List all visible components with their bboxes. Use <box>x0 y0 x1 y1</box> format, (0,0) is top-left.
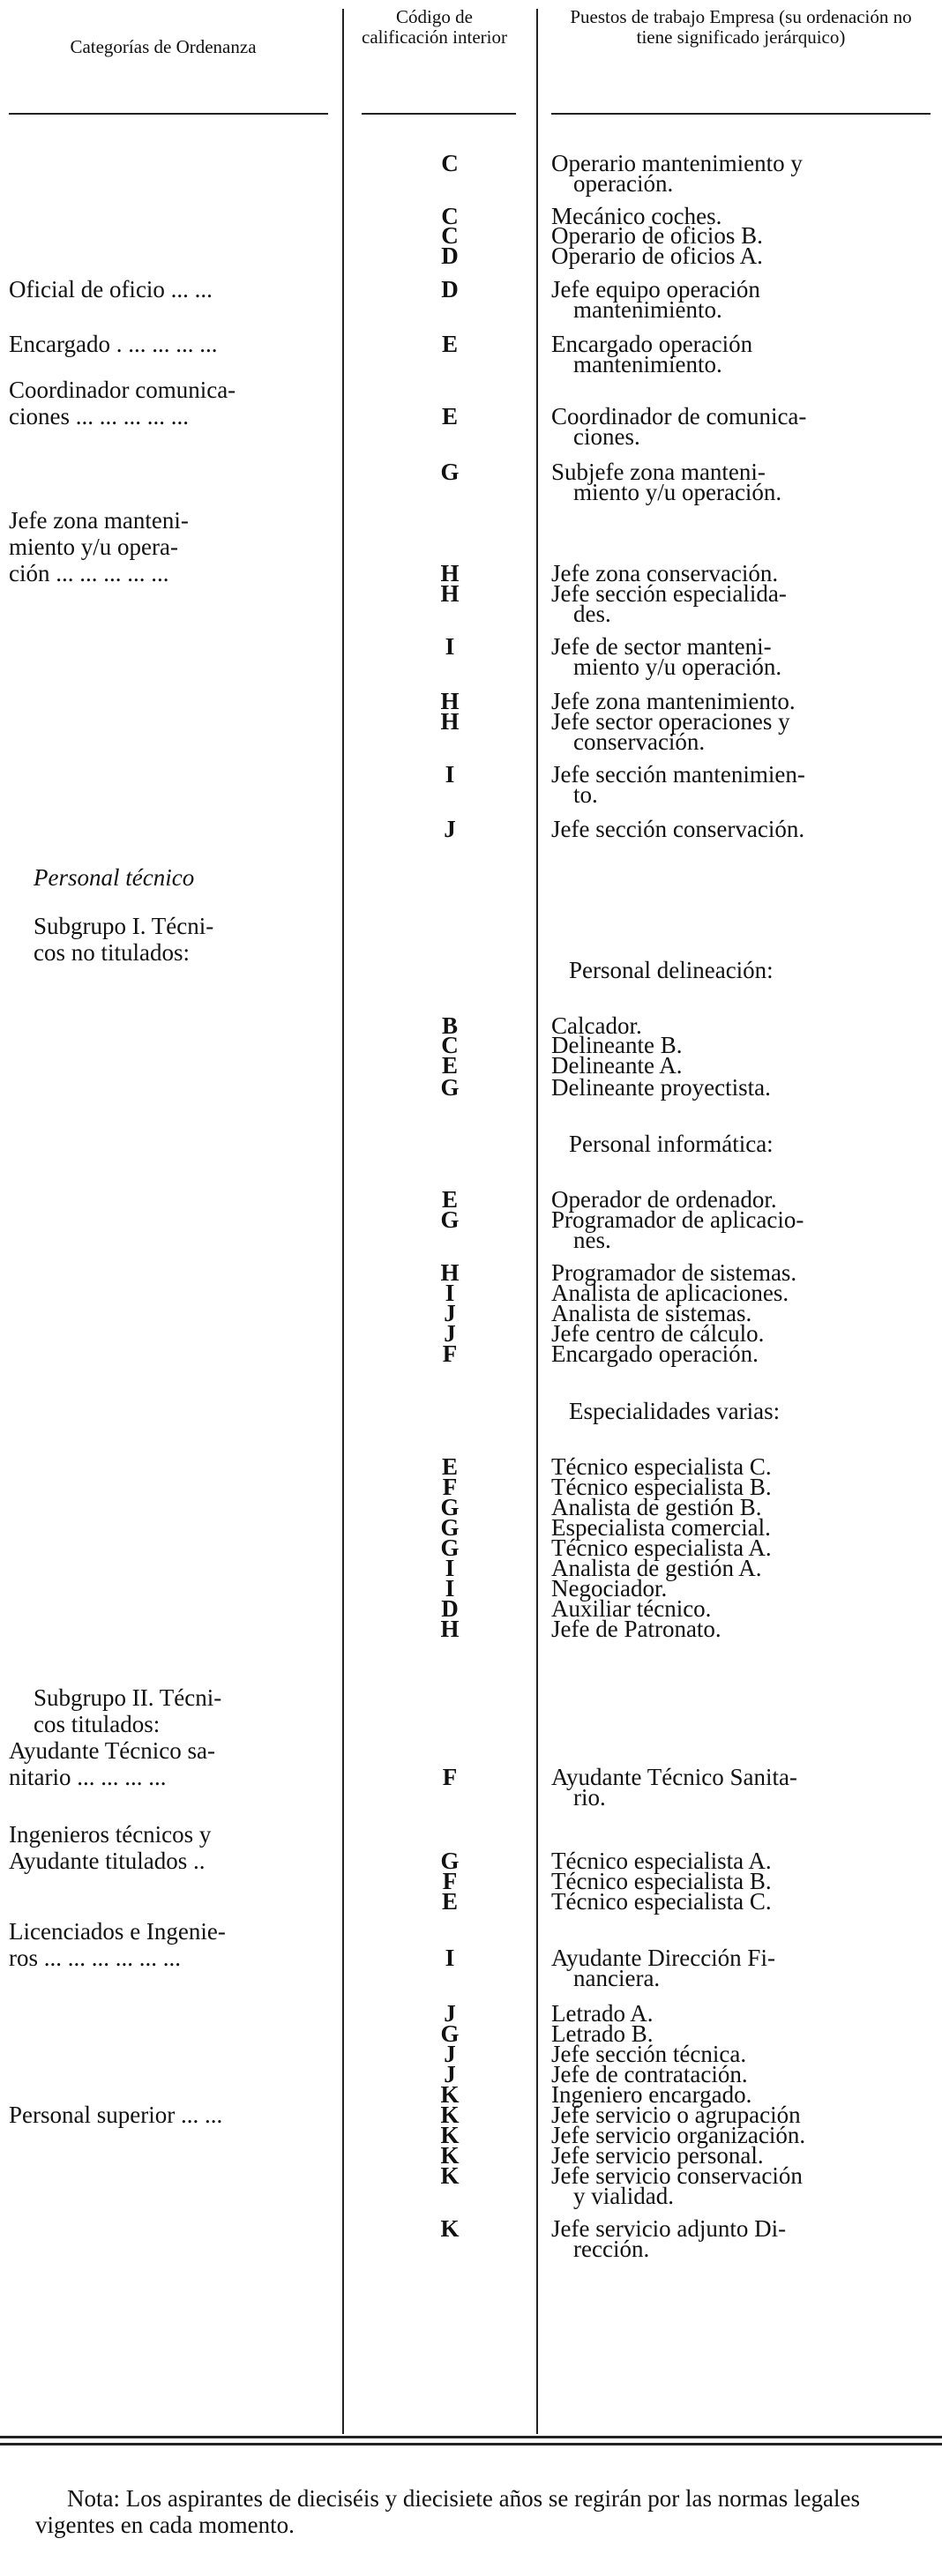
subsection-heading: Personal delineación: <box>569 957 774 983</box>
job-title: Ingeniero encargado. <box>551 2081 752 2108</box>
code-cell: E <box>441 403 458 429</box>
column-header-puestos: Puestos de trabajo Empresa (su ordenación no tiene significado jerárquico) <box>570 6 912 48</box>
job-title: Operario de oficios A. <box>551 243 763 269</box>
category-label: Ayudante Técnico sa- <box>9 1737 215 1764</box>
category-label: Oficial de oficio ... ... <box>9 276 213 302</box>
code-cell: G <box>440 1074 460 1101</box>
job-title: Ayudante Técnico Sanita- <box>551 1764 797 1790</box>
job-title-cont: rección. <box>573 2236 650 2262</box>
job-title: Técnico especialista B. <box>551 1868 772 1894</box>
job-title: Jefe sección especialida- <box>551 580 787 607</box>
code-cell: K <box>440 2081 460 2108</box>
job-title-cont: to. <box>573 781 598 808</box>
code-cell: F <box>442 1474 458 1500</box>
job-title: Operario de oficios B. <box>551 222 763 249</box>
job-title-cont: nes. <box>573 1227 611 1253</box>
column-divider-left <box>342 9 344 2434</box>
job-title: Técnico especialista C. <box>551 1888 772 1915</box>
section-heading: Subgrupo I. Técni- <box>34 913 214 939</box>
job-title: Coordinador de comunica- <box>551 403 807 429</box>
code-cell: F <box>442 1340 458 1367</box>
column-header-codigo: Código de calificación interior <box>362 6 507 48</box>
section-heading: Personal técnico <box>34 864 195 891</box>
job-title: Técnico especialista A. <box>551 1534 772 1561</box>
code-cell: J <box>444 816 456 842</box>
job-title: Ayudante Dirección Fi- <box>551 1945 775 1971</box>
job-title-cont: conservación. <box>573 728 706 755</box>
code-cell: D <box>441 243 459 269</box>
job-title: Encargado operación. <box>551 1340 759 1367</box>
job-title: Operador de ordenador. <box>551 1186 777 1213</box>
job-title: Jefe sección conservación. <box>551 816 805 842</box>
category-label: Encargado . ... ... ... ... <box>9 331 218 357</box>
code-cell: H <box>440 580 460 607</box>
job-title: Jefe servicio personal. <box>551 2142 764 2169</box>
code-cell: K <box>440 2162 460 2189</box>
code-cell: C <box>441 203 459 229</box>
job-title: Jefe zona mantenimiento. <box>551 688 796 714</box>
job-title-cont: ciones. <box>573 423 640 450</box>
job-title: Delineante B. <box>551 1032 683 1058</box>
code-cell: D <box>441 1595 459 1622</box>
job-title: Subjefe zona manteni- <box>551 459 766 485</box>
code-cell: J <box>444 1320 456 1347</box>
header-underline-col3 <box>551 113 931 115</box>
job-title: Delineante proyectista. <box>551 1074 771 1101</box>
job-title: Jefe de sector manteni- <box>551 633 772 660</box>
job-title-cont: operación. <box>573 170 674 197</box>
job-title: Jefe sección mantenimien- <box>551 761 805 788</box>
job-title: Letrado A. <box>551 2000 654 2027</box>
category-label-cont: ciones ... ... ... ... ... <box>9 403 189 429</box>
job-title-cont: mantenimiento. <box>573 351 722 377</box>
code-cell: G <box>440 1494 460 1520</box>
category-label: Licenciados e Ingenie- <box>9 1918 226 1945</box>
job-title: Mecánico coches. <box>551 203 722 229</box>
footnote: Nota: Los aspirantes de dieciséis y diecisiete años se regirán por las normas legales vigentes en cada momento. <box>35 2485 860 2538</box>
column-divider-right <box>536 9 538 2434</box>
code-cell: G <box>440 1848 460 1874</box>
code-cell: E <box>441 1888 458 1915</box>
job-title: Jefe servicio conservación <box>551 2162 803 2189</box>
category-label: Coordinador comunica- <box>9 377 236 403</box>
job-title: Jefe zona conservación. <box>551 560 779 586</box>
job-title: Jefe servicio adjunto Di- <box>551 2215 787 2242</box>
category-label: Personal superior ... ... <box>9 2102 223 2128</box>
code-cell: I <box>445 1280 455 1306</box>
job-title: Técnico especialista A. <box>551 1848 772 1874</box>
job-title: Jefe sector operaciones y <box>551 708 790 735</box>
code-cell: F <box>442 1764 458 1790</box>
code-cell: C <box>441 1032 459 1058</box>
code-cell: G <box>440 1206 460 1233</box>
job-title: Analista de aplicaciones. <box>551 1280 789 1306</box>
category-label-cont: ros ... ... ... ... ... ... <box>9 1945 181 1971</box>
job-title: Jefe de contratación. <box>551 2061 748 2087</box>
code-cell: I <box>445 1945 455 1971</box>
code-cell: E <box>441 331 458 357</box>
subsection-heading: Personal informática: <box>569 1131 774 1157</box>
code-cell: K <box>440 2215 460 2242</box>
section-heading-cont: cos titulados: <box>34 1711 161 1737</box>
job-title: Encargado operación <box>551 331 753 357</box>
code-cell: H <box>440 560 460 586</box>
code-cell: I <box>445 761 455 788</box>
code-cell: J <box>444 2061 456 2087</box>
code-cell: J <box>444 2000 456 2027</box>
bottom-rule-1 <box>0 2436 942 2438</box>
category-label-cont: ción ... ... ... ... ... <box>9 560 169 586</box>
code-cell: J <box>444 1300 456 1326</box>
job-title: Jefe sección técnica. <box>551 2041 747 2067</box>
job-title: Programador de aplicacio- <box>551 1206 804 1233</box>
section-heading: Subgrupo II. Técni- <box>34 1684 222 1711</box>
job-title: Delineante A. <box>551 1052 683 1079</box>
job-title: Jefe centro de cálculo. <box>551 1320 765 1347</box>
code-cell: H <box>440 708 460 735</box>
code-cell: E <box>441 1052 458 1079</box>
job-title-cont: miento y/u operación. <box>573 653 782 680</box>
code-cell: H <box>440 688 460 714</box>
job-title-cont: mantenimiento. <box>573 296 722 323</box>
code-cell: H <box>440 1259 460 1286</box>
code-cell: J <box>444 2041 456 2067</box>
job-title: Auxiliar técnico. <box>551 1595 712 1622</box>
job-title-cont: y vialidad. <box>573 2183 674 2209</box>
job-title-cont: miento y/u operación. <box>573 479 782 505</box>
section-heading-cont: cos no titulados: <box>34 939 190 966</box>
job-title: Analista de sistemas. <box>551 1300 752 1326</box>
job-title: Jefe de Patronato. <box>551 1616 721 1642</box>
job-title: Analista de gestión A. <box>551 1555 762 1581</box>
code-cell: K <box>440 2142 460 2169</box>
job-title: Operario mantenimiento y <box>551 150 803 176</box>
bottom-rule-2 <box>0 2443 942 2445</box>
code-cell: G <box>440 1534 460 1561</box>
code-cell: G <box>440 2020 460 2047</box>
job-title: Negociador. <box>551 1575 668 1602</box>
job-title: Técnico especialista B. <box>551 1474 772 1500</box>
category-label-cont: nitario ... ... ... ... <box>9 1764 167 1790</box>
category-label: Jefe zona manteni- <box>9 507 189 534</box>
job-title: Letrado B. <box>551 2020 654 2047</box>
subsection-heading: Especialidades varias: <box>569 1398 781 1424</box>
category-label: Ingenieros técnicos y <box>9 1821 212 1848</box>
code-cell: I <box>445 1575 455 1602</box>
code-cell: K <box>440 2122 460 2148</box>
job-title: Calcador. <box>551 1012 642 1039</box>
code-cell: F <box>442 1868 458 1894</box>
category-label-cont: miento y/u opera- <box>9 534 178 560</box>
code-cell: D <box>441 276 459 302</box>
job-title-cont: des. <box>573 601 611 627</box>
category-label-cont: Ayudante titulados .. <box>9 1848 206 1874</box>
header-underline-col2 <box>362 113 516 115</box>
job-title: Técnico especialista C. <box>551 1453 772 1480</box>
job-title-cont: nanciera. <box>573 1965 661 1991</box>
code-cell: G <box>440 459 460 485</box>
code-cell: H <box>440 1616 460 1642</box>
job-title: Jefe equipo operación <box>551 276 760 302</box>
code-cell: G <box>440 1514 460 1541</box>
code-cell: B <box>441 1012 458 1039</box>
code-cell: C <box>441 222 459 249</box>
job-title: Programador de sistemas. <box>551 1259 797 1286</box>
column-header-categorias: Categorías de Ordenanza <box>70 36 257 57</box>
header-underline-col1 <box>9 113 328 115</box>
job-title: Jefe servicio organización. <box>551 2122 806 2148</box>
code-cell: I <box>445 633 455 660</box>
code-cell: E <box>441 1453 458 1480</box>
code-cell: I <box>445 1555 455 1581</box>
job-title: Especialista comercial. <box>551 1514 771 1541</box>
job-title: Analista de gestión B. <box>551 1494 762 1520</box>
code-cell: E <box>441 1186 458 1213</box>
code-cell: K <box>440 2102 460 2128</box>
code-cell: C <box>441 150 459 176</box>
job-title-cont: rio. <box>573 1784 606 1811</box>
job-title: Jefe servicio o agrupación <box>551 2102 801 2128</box>
